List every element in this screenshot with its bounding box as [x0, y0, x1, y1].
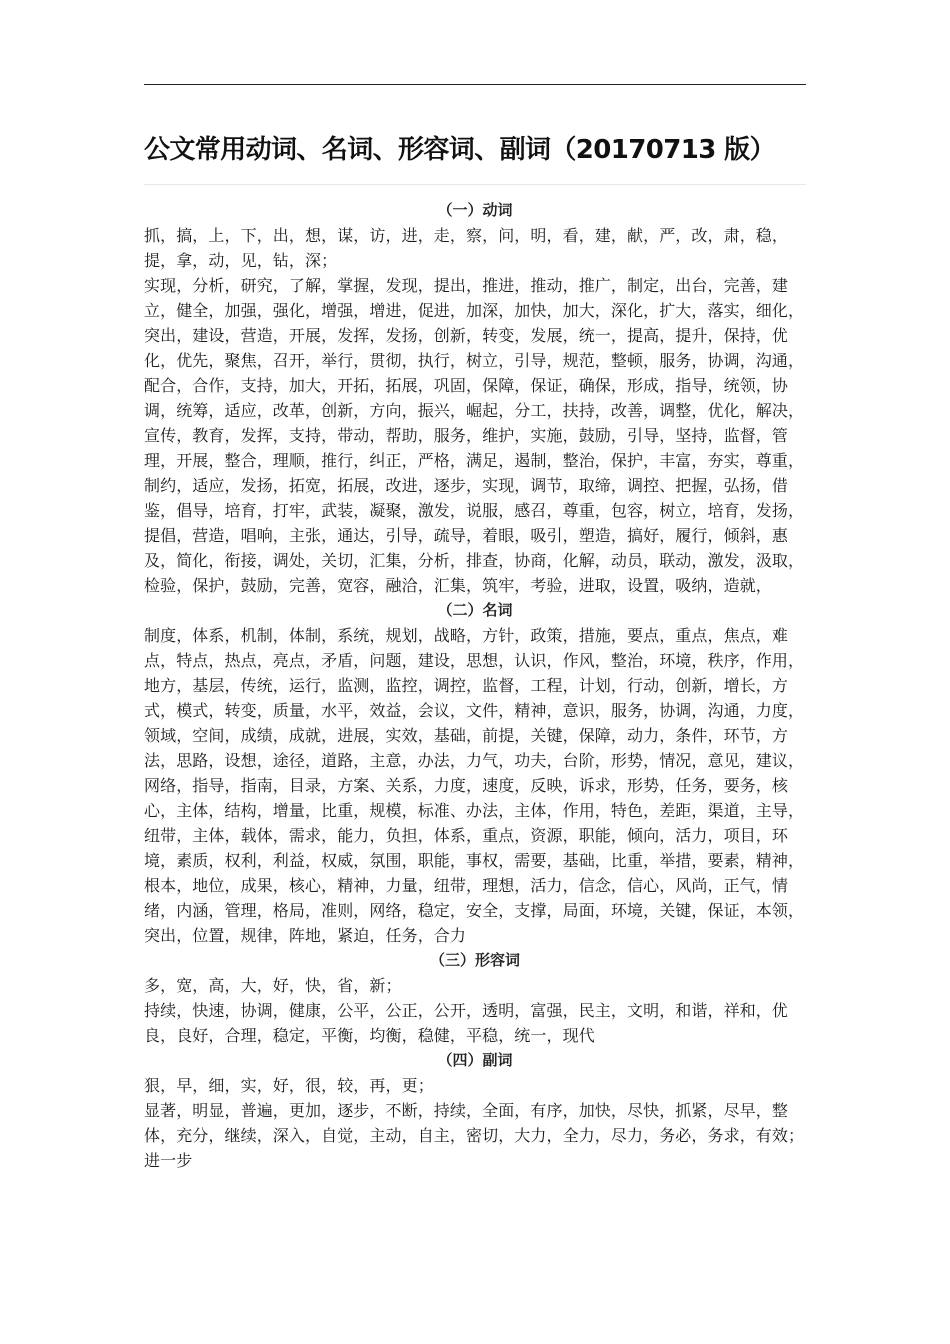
adjectives-two-char: 持续，快速，协调，健康，公平，公正，公开，透明，富强，民主，文明，和谐，祥和，优良，良好，合理，稳定，平衡，均衡，稳健，平稳，统一，现代	[144, 1001, 789, 1045]
section-heading: （二）名词	[437, 601, 513, 619]
verbs-single-char: 抓，搞，上，下，出，想，谋，访，进，走，察，问，明，看，建，献，严，改，肃，稳，提，拿，动，见，钻，深；	[144, 226, 789, 270]
top-divider	[144, 84, 806, 85]
section-nouns	[144, 598, 806, 948]
section-heading: （四）副词	[437, 1051, 513, 1069]
adjectives-single-char: 多，宽，高，大，好，快，省，新；	[144, 976, 402, 995]
section-heading: （一）动词	[437, 201, 513, 219]
section-heading: （三）形容词	[429, 951, 520, 969]
section-adverbs	[144, 1048, 806, 1173]
nouns-list: 制度，体系，机制，体制，系统，规划，战略，方针，政策，措施，要点，重点，焦点，难点，特点，热点，亮点，矛盾，问题，建设，思想，认识，作风，整治，环境，秩序，作用，地方，基层，传统，运行，监测，监控，调控，监督，工程，计划，行动，创新，增长，方式，模式，转变，质量，水平，效益，会议，文件，精神，意识，服务，协调，沟通，力度，领域，空间，成绩，成就，进展，实效，基础，前提，关键，保障，动力，条件，环节，方法，思路，设想，途径，道路，主意，办法，力气，功夫，台阶，形势，情况，意见，建议，网络，指导，指南，目录，方案、关系，力度，速度，反映，诉求，形势，任务，要务，核心，主体，结构，增量，比重，规模，标准、办法，主体，作用，特色，差距，渠道，主导，纽带，主体，载体，需求，能力，负担，体系，重点，资源，职能，倾向，活力，项目，环境，素质，权利，利益，权威，氛围，职能，事权，需要，基础，比重，举措，要素，精神，根本，地位，成果，核心，精神，力量，纽带，理想，活力，信念，信心，风尚，正气，情绪，内涵，管理，格局，准则，网络，稳定，安全，支撑，局面，环境，关键，保证，本领，突出，位置，规律，阵地，紧迫，任务，合力	[144, 626, 805, 945]
title-divider	[144, 184, 806, 185]
verbs-two-char: 实现，分析，研究，了解，掌握，发现，提出，推进，推动，推广，制定，出台，完善，建立，健全，加强，强化，增强，增进，促进，加深，加快，加大，深化，扩大，落实，细化，突出，建设，营造，开展，发挥，发扬，创新，转变，发展，统一，提高，提升，保持，优化，优先，聚焦，召开，举行，贯彻，执行，树立，引导，规范，整顿，服务，协调，沟通，配合，合作，支持，加大，开拓，拓展，巩固，保障，保证，确保，形成，指导，统领，协调，统筹，适应，改革，创新，方向，振兴，崛起，分工，扶持，改善，调整，优化，解决，宣传，教育，发挥，支持，带动，帮助，服务，维护，实施，鼓励，引导，坚持，监督，管理，开展，整合，理顺，推行，纠正，严格，满足，遏制，整治，保护，丰富，夯实，尊重，制约，适应，发扬，拓宽，拓展，改进，逐步，实现，调节，取缔，调控、把握，弘扬，借鉴，倡导，培育，打牢，武装，凝聚，激发，说服，感召，尊重，包容，树立，培育，发扬，提倡，营造，唱响，主张，通达，引导，疏导，着眼，吸引，塑造，搞好，履行，倾斜，惠及，简化，衔接，调处，关切，汇集，分析，排查，协商，化解，动员，联动，激发，汲取，检验，保护，鼓励，完善，宽容，融洽，汇集，筑牢，考验，进取，设置，吸纳，造就，	[144, 276, 805, 595]
adverbs-two-char: 显著，明显，普遍，更加，逐步，不断，持续，全面，有序，加快，尽快，抓紧，尽早，整体，充分，继续，深入，自觉，主动，自主，密切，大力，全力，尽力，务必，务求，有效；进一步	[144, 1101, 805, 1170]
section-adjectives	[144, 948, 806, 1048]
adverbs-single-char: 狠，早，细，实，好，很，较，再，更；	[144, 1076, 434, 1095]
section-verbs	[144, 198, 806, 598]
document-body	[144, 198, 806, 1173]
document-title: 公文常用动词、名词、形容词、副词（20170713 版）	[144, 135, 775, 165]
